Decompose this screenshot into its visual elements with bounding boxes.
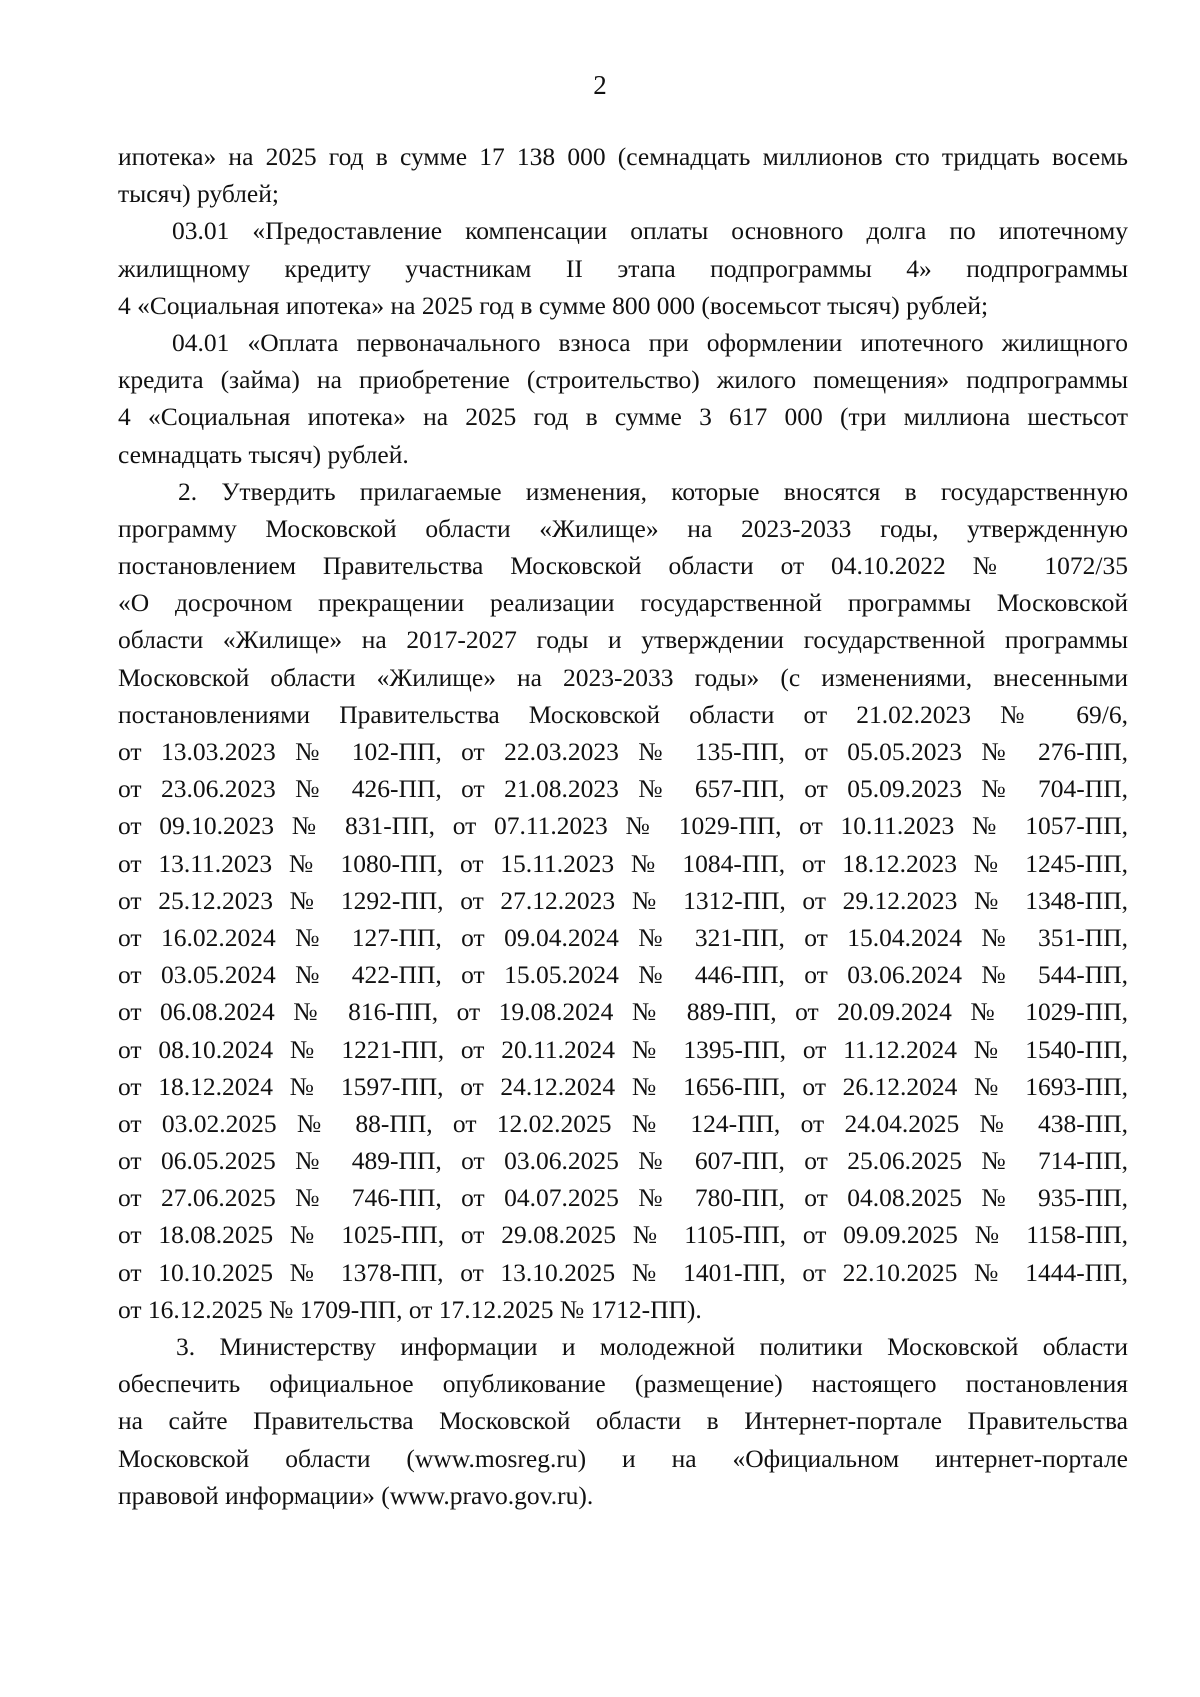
text-line: от 27.06.2025 № 746-ПП, от 04.07.2025 № 780-ПП, от 04.08.2025 № 935-ПП, (118, 1183, 1128, 1213)
text-line: от 03.02.2025 № 88-ПП, от 12.02.2025 № 124-ПП, от 24.04.2025 № 438-ПП, (118, 1108, 1128, 1138)
text-line: от 08.10.2024 № 1221-ПП, от 20.11.2024 № 1395-ПП, от 11.12.2024 № 1540-ПП, (118, 1034, 1128, 1064)
text-line: от 09.10.2023 № 831-ПП, от 07.11.2023 № 1029-ПП, от 10.11.2023 № 1057-ПП, (118, 811, 1128, 841)
text-line: 2. Утвердить прилагаемые изменения, которые вносятся в государственную (178, 476, 1128, 506)
text-line: 04.01 «Оплата первоначального взноса при оформлении ипотечного жилищного (172, 327, 1128, 357)
text-line: постановлением Правительства Московской области от 04.10.2022 № 1072/35 (118, 551, 1128, 581)
text-line: Московской области (www.mosreg.ru) и на «Официальном интернет-портале (118, 1443, 1128, 1473)
text-line: «О досрочном прекращении реализации государственной программы Московской (118, 588, 1128, 618)
text-line: от 25.12.2023 № 1292-ПП, от 27.12.2023 № 1312-ПП, от 29.12.2023 № 1348-ПП, (118, 885, 1128, 915)
text-line: от 16.02.2024 № 127-ПП, от 09.04.2024 № 321-ПП, от 15.04.2024 № 351-ПП, (118, 922, 1128, 952)
text-line: от 13.03.2023 № 102-ПП, от 22.03.2023 № 135-ПП, от 05.05.2023 № 276-ПП, (118, 737, 1128, 766)
text-line: от 06.08.2024 № 816-ПП, от 19.08.2024 № 889-ПП, от 20.09.2024 № 1029-ПП, (118, 997, 1128, 1027)
text-line: от 16.12.2025 № 1709-ПП, от 17.12.2025 № 1712-ПП). (118, 1294, 702, 1324)
text-line: кредита (займа) на приобретение (строительство) жилого помещения» подпрограммы (118, 365, 1128, 395)
text-line: от 18.08.2025 № 1025-ПП, от 29.08.2025 № 1105-ПП, от 09.09.2025 № 1158-ПП, (118, 1220, 1128, 1250)
text-line: от 06.05.2025 № 489-ПП, от 03.06.2025 № 607-ПП, от 25.06.2025 № 714-ПП, (118, 1146, 1128, 1176)
text-line: от 03.05.2024 № 422-ПП, от 15.05.2024 № 446-ПП, от 03.06.2024 № 544-ПП, (118, 960, 1128, 990)
text-line: 03.01 «Предоставление компенсации оплаты основного долга по ипотечному (172, 216, 1128, 246)
page-number: 2 (593, 70, 607, 100)
text-line: жилищному кредиту участникам II этапа подпрограммы 4» подпрограммы (118, 253, 1128, 283)
text-line: семнадцать тысяч) рублей. (118, 439, 409, 469)
document-body (118, 138, 1128, 1514)
text-line: обеспечить официальное опубликование (размещение) настоящего постановления (118, 1369, 1128, 1399)
text-line: области «Жилище» на 2017-2027 годы и утверждении государственной программы (118, 625, 1128, 655)
text-line: ипотека» на 2025 год в сумме 17 138 000 (семнадцать миллионов сто тридцать восемь (118, 142, 1128, 171)
text-line: от 18.12.2024 № 1597-ПП, от 24.12.2024 № 1656-ПП, от 26.12.2024 № 1693-ПП, (118, 1071, 1128, 1101)
text-line: программу Московской области «Жилище» на 2023-2033 годы, утвержденную (118, 513, 1128, 543)
text-line: тысяч) рублей; (118, 179, 279, 209)
text-line: на сайте Правительства Московской области в Интернет-портале Правительства (118, 1406, 1128, 1436)
text-line: от 10.10.2025 № 1378-ПП, от 13.10.2025 № 1401-ПП, от 22.10.2025 № 1444-ПП, (118, 1257, 1128, 1287)
text-line: 3. Министерству информации и молодежной политики Московской области (176, 1332, 1128, 1361)
text-line: 4 «Социальная ипотека» на 2025 год в сумме 800 000 (восемьсот тысяч) рублей; (118, 290, 989, 320)
text-line: правовой информации» (www.pravo.gov.ru). (118, 1480, 594, 1510)
text-line: Московской области «Жилище» на 2023-2033 годы» (с изменениями, внесенными (118, 662, 1128, 692)
text-line: от 13.11.2023 № 1080-ПП, от 15.11.2023 № 1084-ПП, от 18.12.2023 № 1245-ПП, (118, 848, 1128, 878)
text-line: постановлениями Правительства Московской области от 21.02.2023 № 69/6, (118, 699, 1128, 729)
text-line: 4 «Социальная ипотека» на 2025 год в сумме 3 617 000 (три миллиона шестьсот (118, 402, 1128, 432)
text-line: от 23.06.2023 № 426-ПП, от 21.08.2023 № 657-ПП, от 05.09.2023 № 704-ПП, (118, 774, 1128, 804)
